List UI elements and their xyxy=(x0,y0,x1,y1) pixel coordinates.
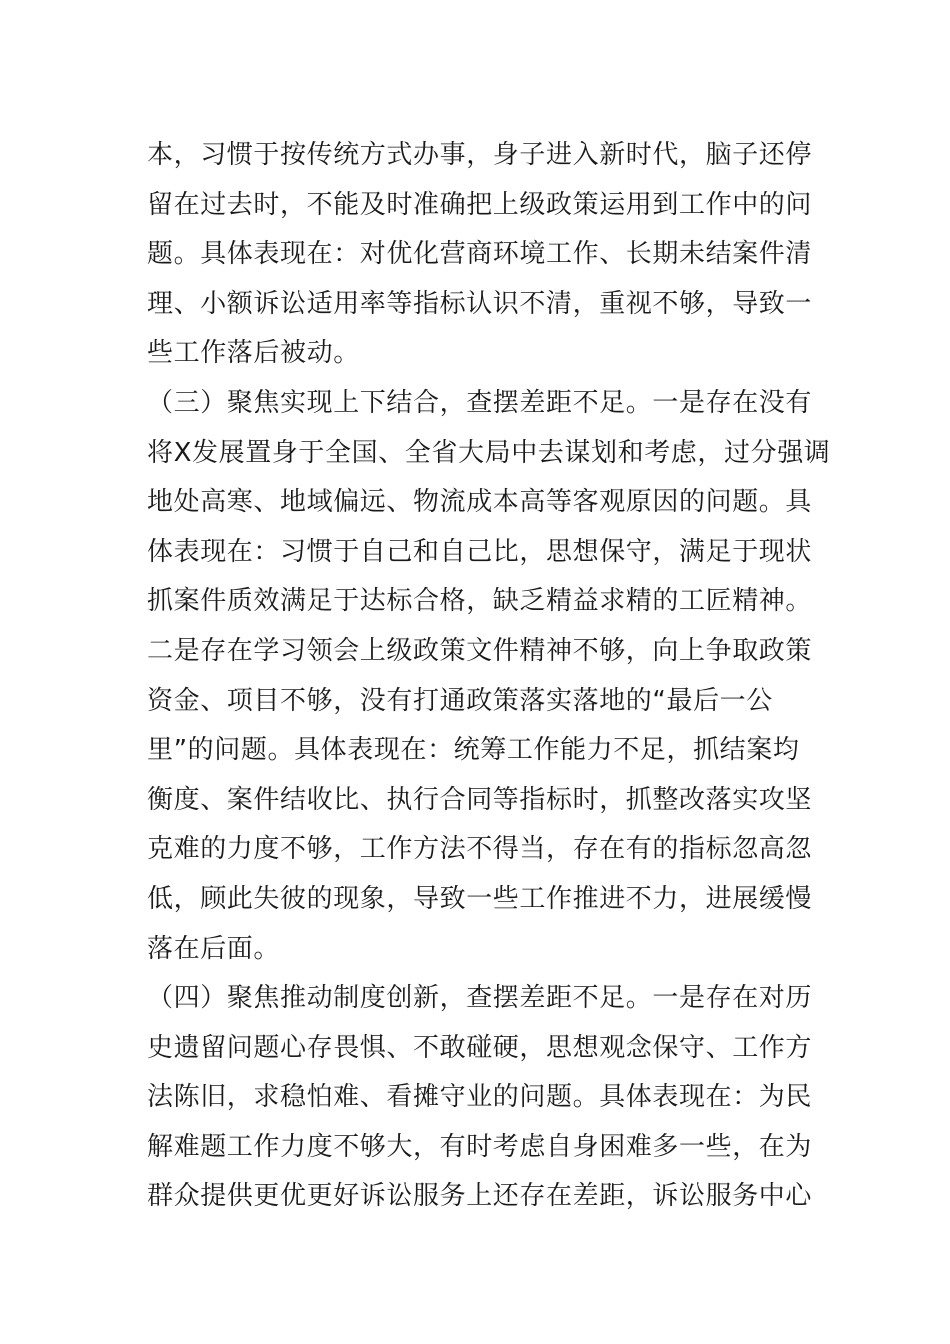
text-line: 二是存在学习领会上级政策文件精神不够，向上争取政策 xyxy=(147,635,813,666)
text-line: 本，习惯于按传统方式办事，身子进入新时代，脑子还停 xyxy=(147,140,813,170)
text-line: 将X发展置身于全国、全省大局中去谋划和考虑，过分强调 xyxy=(147,437,831,468)
section-heading-line: （四）聚焦推动制度创新，查摆差距不足。一是存在对历 xyxy=(147,983,813,1014)
text-line: 落在后面。 xyxy=(147,933,281,964)
text-line: 地处高寒、地域偏远、物流成本高等客观原因的问题。具 xyxy=(147,487,813,518)
text-line: 题。具体表现在：对优化营商环境工作、长期未结案件清 xyxy=(147,239,813,270)
text-line: 群众提供更优更好诉讼服务上还存在差距，诉讼服务中心 xyxy=(147,1181,813,1212)
text-line: 解难题工作力度不够大，有时考虑自身困难多一些，在为 xyxy=(147,1131,813,1162)
text-line: 理、小额诉讼适用率等指标认识不清，重视不够，导致一 xyxy=(147,288,813,319)
text-line: 低，顾此失彼的现象，导致一些工作推进不力，进展缓慢 xyxy=(147,883,813,914)
text-line: 衡度、案件结收比、执行合同等指标时，抓整改落实攻坚 xyxy=(147,784,813,815)
text-line: 克难的力度不够，工作方法不得当，存在有的指标忽高忽 xyxy=(147,834,813,865)
body-text xyxy=(147,131,831,1222)
text-line: 抓案件质效满足于达标合格，缺乏精益求精的工匠精神。 xyxy=(147,586,813,617)
text-line: 里”的问题。具体表现在：统筹工作能力不足，抓结案均 xyxy=(147,735,800,766)
text-line: 史遗留问题心存畏惧、不敢碰硬，思想观念保守、工作方 xyxy=(147,1032,813,1063)
text-line: 体表现在：习惯于自己和自己比，思想保守，满足于现状 xyxy=(147,536,813,567)
section-heading-line: （三）聚焦实现上下结合，查摆差距不足。一是存在没有 xyxy=(147,387,813,418)
text-line: 些工作落后被动。 xyxy=(147,338,360,369)
text-line: 资金、项目不够，没有打通政策落实落地的“最后一公 xyxy=(147,685,773,716)
text-line: 法陈旧，求稳怕难、看摊守业的问题。具体表现在：为民 xyxy=(147,1082,813,1113)
text-line: 留在过去时，不能及时准确把上级政策运用到工作中的问 xyxy=(147,189,813,220)
